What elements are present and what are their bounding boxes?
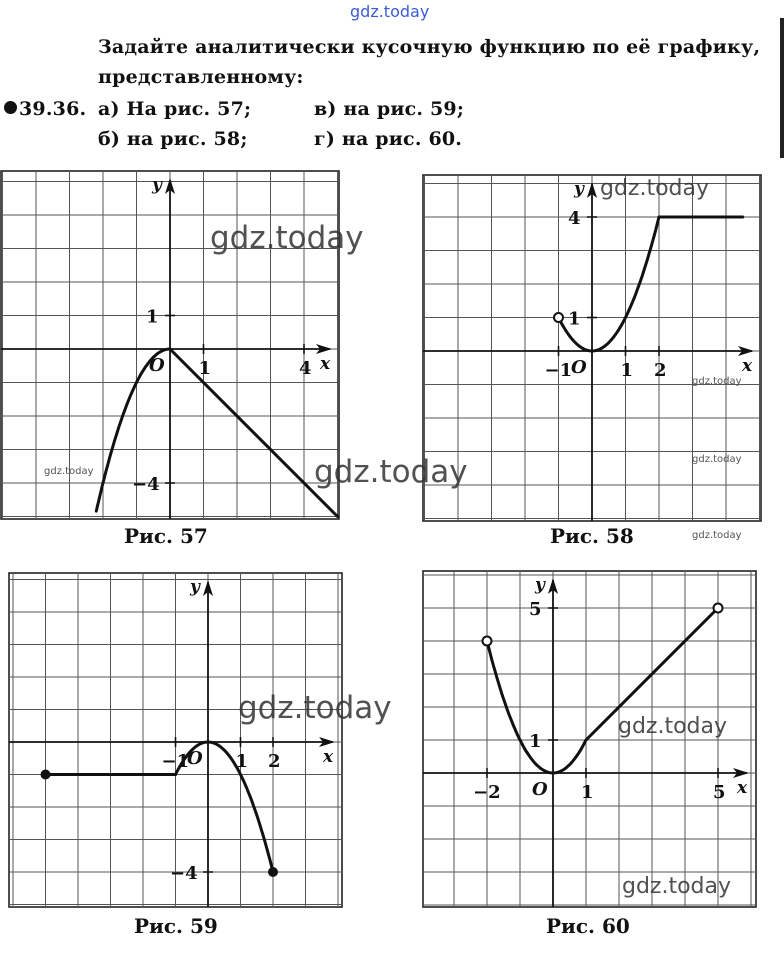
task-item-a: а) На рис. 57; — [98, 98, 252, 120]
watermark-text: gdz.today — [692, 530, 742, 541]
y-tick-label: 1 — [568, 308, 581, 330]
x-tick-label: −1 — [161, 751, 190, 772]
figure-60-caption: Рис. 60 — [546, 914, 630, 938]
task-number — [4, 98, 86, 120]
open-endpoint — [554, 313, 563, 322]
watermark-text: gdz.today — [210, 220, 364, 256]
x-axis-label: x — [737, 778, 748, 798]
x-tick-label: 4 — [299, 358, 312, 379]
header-watermark: gdz.today — [350, 2, 430, 21]
x-axis-label: x — [320, 354, 331, 374]
page-edge-bar — [780, 18, 784, 158]
open-endpoint — [483, 637, 492, 646]
task-item-g: г) на рис. 60. — [314, 128, 463, 150]
closed-endpoint — [268, 867, 278, 877]
x-tick-label: 1 — [620, 360, 634, 381]
figure-59 — [8, 572, 343, 908]
origin-label: O — [571, 357, 587, 378]
task-intro-line1: Задайте аналитически кусочную функцию по её графику, — [98, 36, 761, 58]
origin-label: O — [187, 748, 203, 769]
y-tick-label: 1 — [146, 306, 159, 328]
y-tick-label: 1 — [529, 731, 542, 752]
x-tick-label: 1 — [235, 751, 249, 772]
watermark-text: gdz.today — [622, 874, 732, 899]
figure-57-caption: Рис. 57 — [124, 524, 208, 548]
origin-label: O — [532, 779, 548, 800]
watermark-text: gdz.today — [692, 454, 742, 465]
y-tick-label: 4 — [568, 208, 581, 229]
y-axis-label: y — [574, 179, 584, 199]
open-endpoint — [714, 604, 723, 613]
watermark-text: gdz.today — [618, 714, 728, 739]
figure-60 — [422, 570, 757, 908]
watermark-text: gdz.today — [600, 176, 710, 201]
y-axis-label: y — [535, 575, 545, 595]
x-tick-label: 5 — [713, 782, 726, 803]
x-tick-label: −1 — [544, 360, 573, 381]
x-tick-label: 1 — [581, 782, 594, 803]
bullet-dot — [4, 101, 17, 114]
figure-59-caption: Рис. 59 — [134, 914, 218, 938]
y-axis-label: y — [190, 577, 200, 597]
y-tick-label: −4 — [170, 863, 198, 884]
watermark-text: gdz.today — [314, 454, 468, 490]
y-tick-label: 5 — [529, 599, 542, 620]
watermark-text: gdz.today — [692, 376, 742, 387]
x-tick-label: 2 — [654, 360, 667, 381]
task-number-label: 39.36. — [19, 98, 87, 120]
x-tick-label: −2 — [473, 782, 501, 803]
x-axis-label: x — [323, 747, 334, 767]
task-item-b: б) на рис. 58; — [98, 128, 248, 150]
watermark-text: gdz.today — [238, 690, 392, 726]
figure-58 — [422, 174, 762, 522]
watermark-text: gdz.today — [44, 466, 94, 477]
y-tick-label: −4 — [132, 474, 160, 495]
figure-58-caption: Рис. 58 — [550, 524, 634, 548]
closed-endpoint — [41, 770, 51, 780]
origin-label: O — [149, 355, 165, 376]
task-item-v: в) на рис. 59; — [314, 98, 465, 120]
x-tick-label: 2 — [268, 751, 281, 772]
x-axis-label: x — [742, 356, 753, 376]
task-intro-line2: представленному: — [98, 66, 304, 88]
x-tick-label: 1 — [198, 358, 212, 379]
y-axis-label: y — [152, 175, 162, 195]
